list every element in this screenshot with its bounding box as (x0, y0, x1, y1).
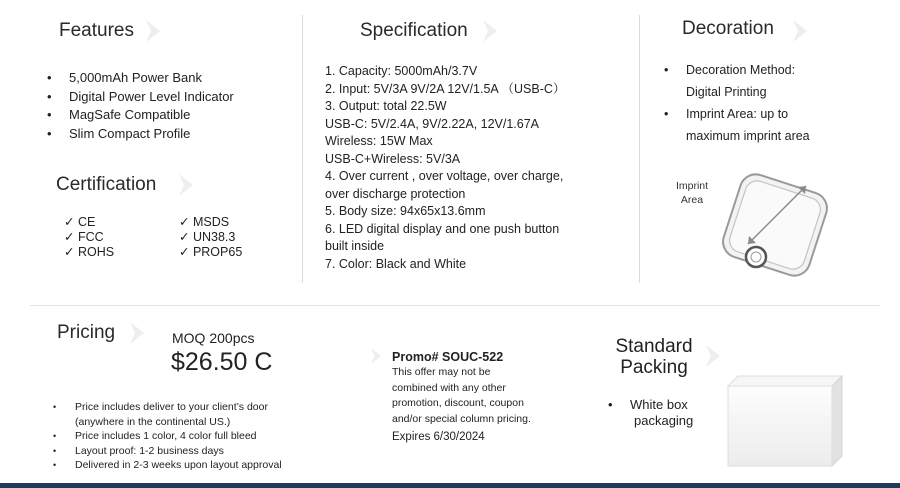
decoration-list (664, 59, 884, 147)
moq-label: MOQ 200pcs (172, 330, 255, 346)
chevron-right-icon (142, 18, 164, 44)
chevron-right-icon (368, 346, 384, 366)
cert-item: ✓ ROHS (64, 245, 115, 259)
divider-vertical-left (302, 15, 303, 283)
cert-item: ✓ FCC (64, 230, 104, 244)
cert-item: ✓ UN38.3 (179, 230, 236, 244)
chevron-right-icon (702, 343, 724, 369)
spec-line: 6. LED digital display and one push button (325, 221, 560, 236)
price-value: $26.50 C (171, 348, 273, 376)
cert-item: ✓ PROP65 (179, 245, 243, 259)
spec-line: 2. Input: 5V/3A 9V/2A 12V/1.5A （USB-C） (325, 81, 566, 96)
certification-column-2 (179, 215, 242, 260)
chevron-right-icon (175, 172, 197, 198)
promo-terms: This offer may not be combined with any other promotion, discount, coupon and/or special column pricing. (392, 366, 531, 425)
spec-line: 5. Body size: 94x65x13.6mm (325, 204, 486, 218)
cert-item: ✓ CE (64, 215, 96, 229)
decoration-method-value: Digital Printing (686, 85, 767, 99)
chevron-right-icon (126, 320, 148, 346)
chevron-right-icon (789, 18, 811, 44)
list-item: • Price includes 1 color, 4 color full bleed (53, 429, 353, 444)
chevron-right-icon (479, 18, 501, 44)
promo-number: Promo# SOUC-522 (392, 350, 504, 364)
divider-vertical-right (639, 15, 640, 283)
list-item: • Layout proof: 1-2 business days (53, 444, 353, 459)
promo-expiration: Expires 6/30/2024 (392, 431, 485, 443)
specification-heading: Specification (360, 20, 468, 41)
white-box-image (722, 372, 846, 468)
certification-column-1 (64, 215, 114, 260)
packing-item-continuation: packaging (634, 413, 694, 428)
divider-horizontal (30, 305, 880, 306)
footer-bar (0, 483, 900, 488)
list-item: • Delivered in 2-3 weeks upon layout approval (53, 458, 353, 473)
spec-line: 4. Over current , over voltage, over charge, (325, 169, 564, 183)
features-list (47, 69, 297, 143)
packing-heading: Standard Packing (615, 336, 693, 378)
spec-line: 7. Color: Black and White (325, 256, 467, 271)
features-heading: Features (59, 20, 134, 41)
spec-line: USB-C+Wireless: 5V/3A (325, 151, 461, 166)
packing-list (608, 395, 718, 414)
imprint-area-caption: Imprint Area (675, 180, 709, 206)
list-item: • Slim Compact Profile (47, 125, 297, 144)
spec-line: built inside (325, 239, 385, 253)
decoration-method-label: • Decoration Method: (686, 63, 796, 77)
specification-list (325, 63, 565, 273)
list-item: • 5,000mAh Power Bank (47, 69, 297, 88)
pricing-notes (53, 400, 353, 473)
pricing-heading: Pricing (57, 322, 116, 343)
cert-item: ✓ MSDS (179, 215, 230, 229)
imprint-area-label: • Imprint Area: up to (686, 107, 789, 121)
spec-line: USB-C: 5V/2.4A, 9V/2.22A, 12V/1.67A (325, 116, 540, 131)
spec-line: 3. Output: total 22.5W (325, 99, 447, 113)
spec-line: 1. Capacity: 5000mAh/3.7V (325, 64, 478, 78)
list-item: • MagSafe Compatible (47, 106, 297, 125)
list-item (664, 59, 884, 103)
list-item: • Digital Power Level Indicator (47, 88, 297, 107)
list-item: • White box (608, 395, 718, 414)
list-item: (anywhere in the continental US.) (75, 415, 231, 428)
spec-line: Wireless: 15W Max (325, 134, 433, 148)
list-item (664, 103, 884, 147)
certification-heading: Certification (56, 174, 157, 195)
decoration-heading: Decoration (682, 18, 774, 39)
power-bank-image (716, 170, 834, 280)
spec-line: over discharge protection (325, 186, 466, 201)
list-item: • Price includes deliver to your client’s door (53, 400, 353, 415)
imprint-area-value: maximum imprint area (686, 129, 810, 143)
